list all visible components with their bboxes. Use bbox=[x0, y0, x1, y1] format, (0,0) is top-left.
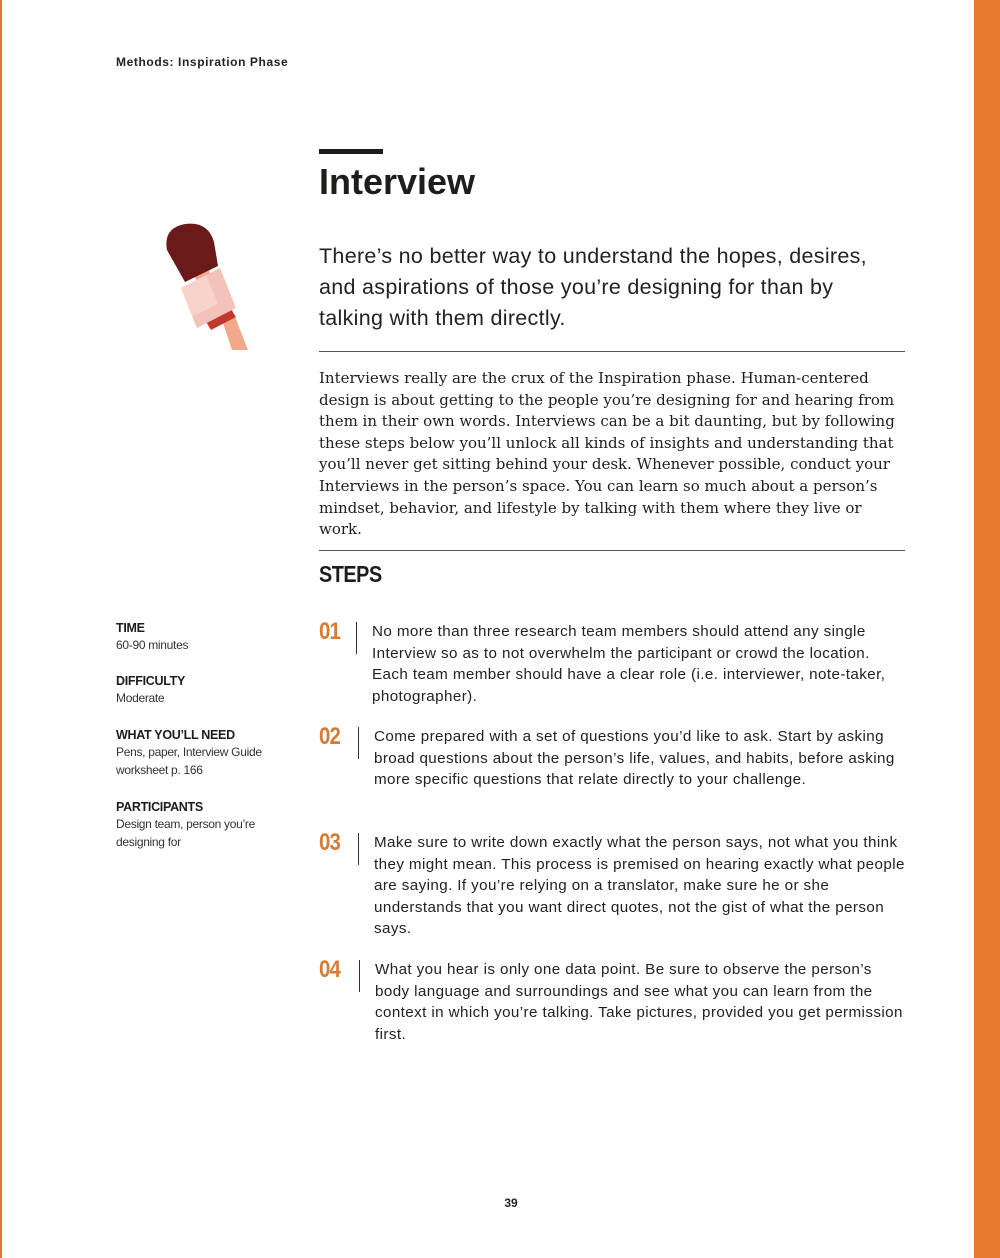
microphone-icon bbox=[158, 222, 253, 354]
lead-paragraph: There’s no better way to understand the hopes, desires, and aspirations of those you’re designing for than by talking with them directly. bbox=[319, 244, 867, 330]
meta-participants bbox=[116, 799, 256, 851]
meta-difficulty bbox=[116, 673, 286, 707]
body-paragraph: Interviews really are the crux of the Inspiration phase. Human-centered design is about getting to the people you’re designing for and hearing from them in their own words. Interviews can be a bit daunting, but by following these steps below you’ll unlock all kinds of insights and understanding that you’ll never get sitting behind your desk. Whenever possible, conduct your Interviews in the person’s space. You can learn so much about a person’s mindset, behavior, and lifestyle by talking with them where they live or work. bbox=[319, 369, 895, 539]
step-divider bbox=[359, 960, 360, 992]
step-number: 04 bbox=[319, 956, 340, 983]
meta-label: PARTICIPANTS bbox=[116, 800, 203, 814]
step-text: Make sure to write down exactly what the person says, not what you think they might mean. This process is premised on hearing exactly what people are saying. If you’re relying on a translator, make sure he or she understands that you want direct quotes, not the gist of what the person says. bbox=[374, 834, 905, 937]
meta-value: Pens, paper, Interview Guide worksheet p. 166 bbox=[116, 745, 262, 777]
steps-heading: STEPS bbox=[319, 561, 382, 587]
meta-value: Moderate bbox=[116, 691, 165, 705]
step-number: 03 bbox=[319, 829, 340, 856]
meta-time bbox=[116, 620, 286, 654]
meta-label: TIME bbox=[116, 621, 145, 635]
step-divider bbox=[358, 727, 359, 759]
title-rule bbox=[319, 149, 383, 154]
accent-side-bar bbox=[974, 0, 1000, 1258]
page-title: Interview bbox=[319, 161, 476, 202]
meta-label: WHAT YOU’LL NEED bbox=[116, 728, 235, 742]
divider-rule bbox=[319, 550, 905, 551]
page-left-edge bbox=[0, 0, 2, 1258]
meta-value: 60-90 minutes bbox=[116, 638, 189, 652]
step-text: Come prepared with a set of questions you’d like to ask. Start by asking broad questions about the person’s life, values, and habits, before asking more specific questions that relate directly to your challenge. bbox=[374, 728, 895, 788]
section-label: Methods: Inspiration Phase bbox=[116, 55, 289, 69]
step-number: 01 bbox=[319, 618, 340, 645]
step-divider bbox=[358, 833, 359, 865]
page-number: 39 bbox=[504, 1196, 518, 1210]
step-divider bbox=[356, 622, 357, 654]
step-number: 02 bbox=[319, 723, 340, 750]
meta-what-youll-need bbox=[116, 727, 266, 779]
meta-value: Design team, person you’re designing for bbox=[116, 817, 255, 849]
meta-label: DIFFICULTY bbox=[116, 674, 185, 688]
step-text: What you hear is only one data point. Be sure to observe the person’s body language and surroundings and see what you can learn from the context in which you’re talking. Take pictures, provided you get permission first. bbox=[375, 961, 903, 1043]
divider-rule bbox=[319, 351, 905, 352]
step-text: No more than three research team members should attend any single Interview so as to not overwhelm the participant or crowd the location. Each team member should have a clear role (i.e. interviewer, note-taker, photographer). bbox=[372, 623, 886, 705]
